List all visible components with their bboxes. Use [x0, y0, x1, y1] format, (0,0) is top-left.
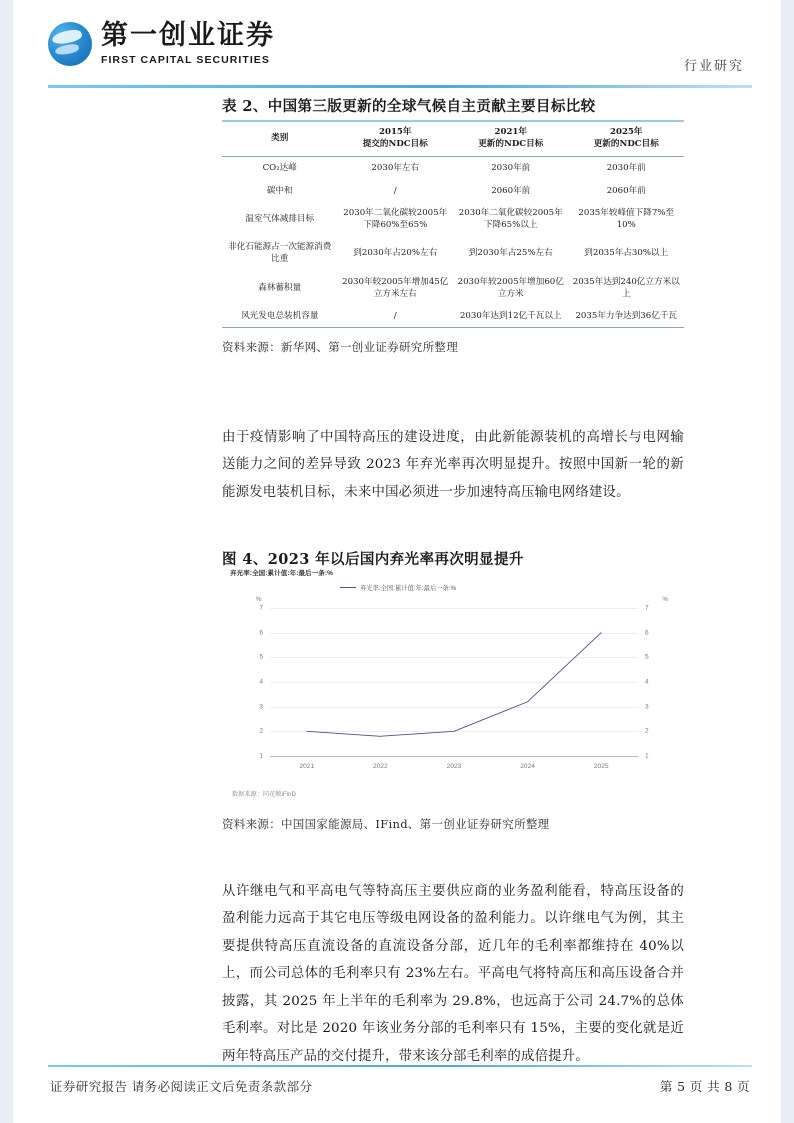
header-divider [48, 85, 752, 88]
figure-4-chart [222, 568, 684, 798]
footer-page-number: 第 5 页 共 8 页 [659, 1079, 750, 1094]
row-value-2021: 到2030年占25%左右 [468, 248, 553, 259]
y-tick-left: 5 [259, 653, 263, 661]
x-tick-label: 2022 [373, 763, 388, 770]
row-value-2021: 2030年前 [491, 163, 531, 174]
y-tick-right: 2 [645, 727, 649, 735]
table-row [222, 202, 684, 236]
col-header-2021 [453, 122, 569, 157]
row-value-2015: / [393, 185, 397, 196]
footer-disclaimer: 证券研究报告 请务必阅读正文后免责条款部分 [50, 1079, 313, 1094]
col-header-2015-l1: 2015年 [378, 127, 412, 137]
body-paragraph-2: 从许继电气和平高电气等特高压主要供应商的业务盈利能看，特高压设备的盈利能力远高于其它电压等级电网设备的盈利能力。以许继电气为例，其主要提供特高压直流设备的直流设备分部，近几年的毛利率都维持在 40%以上，而公司总体的毛利率只有 23%左右。平高电气将特高压和高压设备合并披露，其 2025 年上半年的毛利率为 29.8%，也远高于公司 24.7%的总体毛利率。对比是 2020 年该业务分部的毛利率只有 15%，主要的变化就是近两年特高压产品的交付提升，带来该分部毛利率的成倍提升。 [222, 884, 684, 1064]
y-tick-left: 4 [259, 678, 263, 686]
footer-divider [48, 1065, 752, 1067]
row-value-2025: 2035年力争达到36亿千瓦 [569, 305, 685, 328]
page-footer [48, 1065, 752, 1099]
row-value-2021: 2060年前 [491, 185, 531, 196]
row-value-2015: 2030年左右 [371, 163, 420, 174]
table-source: 资料来源：新华网、第一创业证券研究所整理 [222, 340, 458, 355]
x-axis-line [270, 756, 638, 757]
table-section [222, 95, 684, 355]
y-tick-left: 3 [259, 703, 263, 711]
y-tick-left: 2 [259, 727, 263, 735]
globe-icon [48, 22, 92, 66]
row-value-2015: 到2030年占20%左右 [353, 248, 438, 259]
y-axis-unit-left: % [256, 596, 262, 603]
row-category: 温室气体减排目标 [245, 213, 315, 224]
figure-source: 资料来源：中国国家能源局、IFind、第一创业证券研究所整理 [222, 817, 550, 831]
row-category: 碳中和 [266, 185, 293, 196]
brand-name-cn: 第一创业证券 [101, 20, 275, 52]
row-value-2015: / [338, 305, 454, 328]
chart-data-source: 数据来源：同花顺iFinD [232, 791, 296, 798]
row-value-2015: 2030年较2005年增加45亿立方米左右 [342, 276, 449, 299]
x-tick-label: 2021 [299, 763, 315, 770]
col-header-category [222, 122, 338, 157]
table-head [222, 122, 684, 157]
y-tick-left: 7 [259, 604, 263, 612]
col-header-2025 [569, 122, 685, 157]
chart-plot-area [259, 604, 649, 770]
row-category: 非化石能源占一次能源消费比重 [228, 242, 332, 265]
y-axis-unit-right: % [662, 596, 668, 603]
legend-swatch-line [340, 587, 356, 589]
x-tick-label: 2025 [593, 763, 609, 770]
row-category: CO₂达峰 [262, 163, 297, 174]
y-tick-right: 7 [645, 604, 649, 612]
col-header-2021-l1: 2021年 [494, 127, 527, 137]
table-row [222, 180, 684, 202]
row-value-2025: 2035年较峰值下降7%至10% [578, 207, 675, 231]
table-row [222, 236, 684, 270]
col-header-2015 [338, 122, 454, 157]
col-header-2025-l2: 更新的NDC目标 [593, 139, 659, 150]
ndc-comparison-table [222, 122, 684, 328]
row-category: 风光发电总装机容量 [222, 305, 338, 328]
row-value-2025: 2060年前 [606, 185, 646, 196]
table-row [222, 157, 684, 180]
page-left-rail [0, 0, 13, 1123]
table-body [222, 157, 684, 328]
table-header-row [222, 122, 684, 157]
chart-series-group [270, 608, 638, 756]
y-tick-left: 6 [259, 629, 263, 637]
row-value-2021: 2030年达到12亿千瓦以上 [453, 305, 569, 328]
row-value-2025: 到2035年占30%以上 [584, 248, 669, 259]
col-header-2025-l1: 2025年 [609, 127, 643, 137]
company-logo [48, 22, 275, 66]
table-row [222, 305, 684, 328]
row-value-2021: 2030年二氧化碳较2005年下降65%以上 [458, 207, 563, 231]
chart-canvas [222, 568, 684, 798]
body-paragraph-1: 由于疫情影响了中国特高压的建设进度，由此新能源装机的高增长与电网输送能力之间的差异导致 2023 年弃光率再次明显提升。按照中国新一轮的新能源发电装机目标，未来中国必须进一步加速特高压输电网络建设。 [222, 430, 684, 500]
header-section-label: 行业研究 [683, 59, 744, 74]
row-value-2025: 2035年达到240亿立方米以上 [572, 276, 680, 299]
table-title: 表 2、中国第三版更新的全球气候自主贡献主要目标比较 [222, 98, 596, 115]
x-tick-label: 2024 [520, 763, 535, 770]
y-tick-right: 5 [645, 653, 649, 661]
row-value-2015: 2030年二氧化碳较2005年下降60%至65% [343, 207, 448, 231]
row-value-2025: 2030年前 [606, 163, 646, 174]
y-tick-right: 4 [645, 678, 649, 686]
col-header-2021-l2: 更新的NDC目标 [478, 139, 544, 150]
col-header-2015-l2: 提交的NDC目标 [362, 139, 428, 150]
chart-legend [340, 583, 456, 592]
y-tick-right: 1 [645, 752, 649, 760]
figure-title-wrap [222, 548, 684, 569]
col-header-category-l1: 类别 [271, 133, 289, 144]
row-value-2021: 2030年较2005年增加60亿立方米 [457, 276, 564, 299]
y-tick-right: 6 [645, 629, 649, 637]
chart-title: 弃光率:全国:累计值:年:最后一条:% [230, 570, 334, 577]
y-tick-left: 1 [259, 752, 263, 760]
legend-label: 弃光率:全国:累计值:年:最后一条:% [360, 585, 457, 592]
figure-title: 图 4、2023 年以后国内弃光率再次明显提升 [222, 551, 524, 568]
series-line-qiguanglv [307, 633, 601, 737]
brand-name-en: FIRST CAPITAL SECURITIES [101, 54, 270, 67]
page-header [48, 22, 752, 88]
table-row [222, 271, 684, 305]
row-category: 森林蓄积量 [258, 282, 302, 293]
page-right-rail [781, 0, 794, 1123]
x-tick-label: 2023 [446, 763, 462, 770]
brand-text [101, 22, 275, 66]
y-tick-right: 3 [645, 703, 649, 711]
